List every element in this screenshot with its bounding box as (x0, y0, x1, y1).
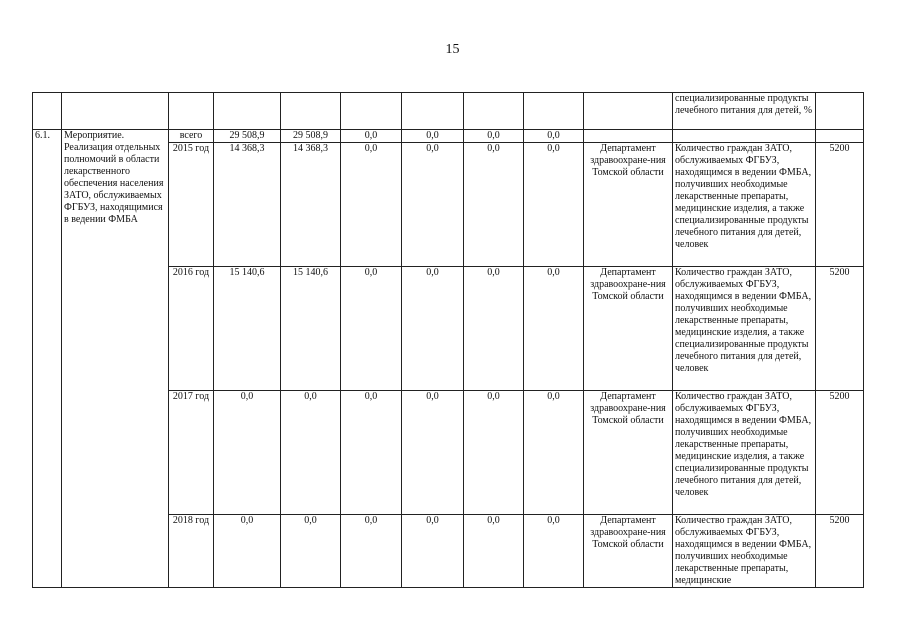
target-cell: 5200 (816, 391, 864, 515)
value-cell: 0,0 (402, 267, 464, 391)
cell-empty (169, 93, 214, 130)
indicator-cell: Количество граждан ЗАТО, обслуживаемых ФГБУЗ, находящимся в ведении ФМБА, получивших необходимые лекарственные препараты, медицинские изделия, а также специализированные продукты лечебного питания для детей, человек (673, 267, 816, 391)
value-cell: 0,0 (341, 391, 402, 515)
value-cell: 0,0 (464, 130, 524, 143)
indicator-cell: Количество граждан ЗАТО, обслуживаемых ФГБУЗ, находящимся в ведении ФМБА, получивших необходимые лекарственные препараты, медицинские изделия, а также специализированные продукты лечебного питания для детей, человек (673, 391, 816, 515)
program-table (32, 92, 864, 588)
cell-empty (673, 130, 816, 143)
value-cell: 0,0 (341, 130, 402, 143)
target-cell: 5200 (816, 515, 864, 588)
value-cell: 0,0 (402, 515, 464, 588)
department-cell: Департамент здравоохране-ния Томской области (584, 267, 673, 391)
cell-empty (464, 93, 524, 130)
indicator-cell: специализированные продукты лечебного питания для детей, % (673, 93, 816, 130)
value-cell: 29 508,9 (281, 130, 341, 143)
department-cell: Департамент здравоохране-ния Томской области (584, 391, 673, 515)
value-cell: 0,0 (214, 391, 281, 515)
value-cell: 15 140,6 (214, 267, 281, 391)
value-cell: 15 140,6 (281, 267, 341, 391)
indicator-cell: Количество граждан ЗАТО, обслуживаемых ФГБУЗ, находящимся в ведении ФМБА, получивших необходимые лекарственные препараты, медицинские (673, 515, 816, 588)
value-cell: 0,0 (464, 143, 524, 267)
cell-empty (816, 93, 864, 130)
value-cell: 0,0 (402, 130, 464, 143)
cell-empty (402, 93, 464, 130)
value-cell: 0,0 (464, 267, 524, 391)
cell-empty (816, 130, 864, 143)
indicator-cell: Количество граждан ЗАТО, обслуживаемых ФГБУЗ, находящимся в ведении ФМБА, получивших необходимые лекарственные препараты, медицинские изделия, а также специализированные продукты лечебного питания для детей, человек (673, 143, 816, 267)
value-cell: 0,0 (214, 515, 281, 588)
value-cell: 0,0 (524, 130, 584, 143)
value-cell: 0,0 (524, 515, 584, 588)
value-cell: 0,0 (281, 391, 341, 515)
cell-empty (584, 130, 673, 143)
cell-empty (341, 93, 402, 130)
value-cell: 0,0 (524, 267, 584, 391)
cell-empty (281, 93, 341, 130)
value-cell: 0,0 (402, 391, 464, 515)
year-cell: 2018 год (169, 515, 214, 588)
year-cell: 2017 год (169, 391, 214, 515)
cell-empty (524, 93, 584, 130)
value-cell: 0,0 (464, 391, 524, 515)
cell-empty (33, 93, 62, 130)
year-cell: 2016 год (169, 267, 214, 391)
value-cell: 0,0 (524, 391, 584, 515)
cell-empty (214, 93, 281, 130)
total-label: всего (169, 130, 214, 143)
value-cell: 14 368,3 (214, 143, 281, 267)
value-cell: 0,0 (341, 515, 402, 588)
value-cell: 0,0 (341, 267, 402, 391)
continuation-row (33, 93, 864, 130)
value-cell: 29 508,9 (214, 130, 281, 143)
value-cell: 0,0 (341, 143, 402, 267)
page-number: 15 (445, 42, 460, 57)
cell-empty (62, 93, 169, 130)
value-cell: 0,0 (281, 515, 341, 588)
year-cell: 2015 год (169, 143, 214, 267)
value-cell: 0,0 (402, 143, 464, 267)
item-name: Мероприятие. Реализация отдельных полномочий в области лекарственного обеспечения населения ЗАТО, обслуживаемых ФГБУЗ, находящимися в ведении ФМБА (62, 130, 169, 588)
total-row (33, 130, 864, 143)
value-cell: 0,0 (464, 515, 524, 588)
department-cell: Департамент здравоохране-ния Томской области (584, 515, 673, 588)
item-number: 6.1. (33, 130, 62, 588)
cell-empty (584, 93, 673, 130)
value-cell: 0,0 (524, 143, 584, 267)
target-cell: 5200 (816, 267, 864, 391)
department-cell: Департамент здравоохране-ния Томской области (584, 143, 673, 267)
value-cell: 14 368,3 (281, 143, 341, 267)
target-cell: 5200 (816, 143, 864, 267)
